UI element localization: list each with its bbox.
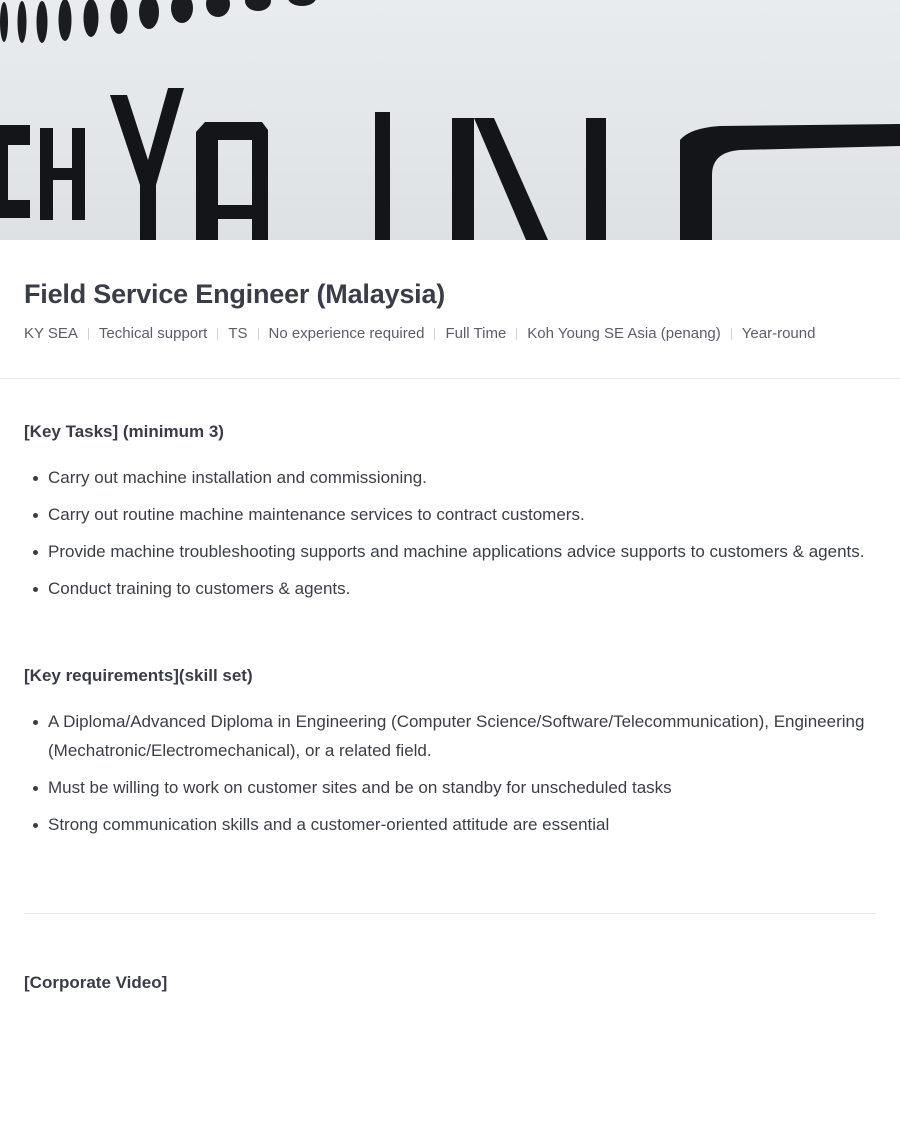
list-item: Conduct training to customers & agents. <box>48 574 876 603</box>
tag-separator <box>88 328 89 340</box>
section-title-corporate-video: [Corporate Video] <box>24 973 168 992</box>
tag-hiring-period: Year-round <box>741 325 816 342</box>
tag-separator <box>217 328 218 340</box>
key-requirements-list <box>24 707 876 839</box>
tag-employment-type: Full Time <box>445 325 507 342</box>
list-item: A Diploma/Advanced Diploma in Engineering (Computer Science/Software/Telecommunication), Engineering (Mechatronic/Electromechanical), or a related field. <box>48 707 876 765</box>
job-description <box>0 379 900 995</box>
tag-job-family: Techical support <box>98 325 208 342</box>
page-title: Field Service Engineer (Malaysia) <box>24 279 446 309</box>
key-tasks-section <box>24 379 876 603</box>
tag-job-code: TS <box>228 325 248 342</box>
key-tasks-list <box>24 463 876 603</box>
key-requirements-section <box>24 611 876 839</box>
section-title-key-requirements: [Key requirements](skill set) <box>24 666 253 685</box>
corporate-video-section <box>24 914 876 995</box>
list-item: Provide machine troubleshooting supports and machine applications advice supports to customers & agents. <box>48 537 876 566</box>
section-title-key-tasks: [Key Tasks] (minimum 3) <box>24 422 224 441</box>
job-tags <box>24 324 876 344</box>
tag-separator <box>258 328 259 340</box>
list-item: Carry out routine machine maintenance services to contract customers. <box>48 500 876 529</box>
tag-separator <box>731 328 732 340</box>
list-item: Carry out machine installation and commissioning. <box>48 463 876 492</box>
tag-experience: No experience required <box>268 325 425 342</box>
hero-banner <box>0 0 900 240</box>
tag-location: Koh Young SE Asia (penang) <box>527 325 721 342</box>
job-header <box>0 240 900 379</box>
tag-separator <box>434 328 435 340</box>
list-item: Must be willing to work on customer sites and be on standby for unscheduled tasks <box>48 773 876 802</box>
list-item: Strong communication skills and a customer-oriented attitude are essential <box>48 810 876 839</box>
tag-department: KY SEA <box>24 325 78 342</box>
tag-separator <box>516 328 517 340</box>
company-sign-image <box>0 0 900 240</box>
